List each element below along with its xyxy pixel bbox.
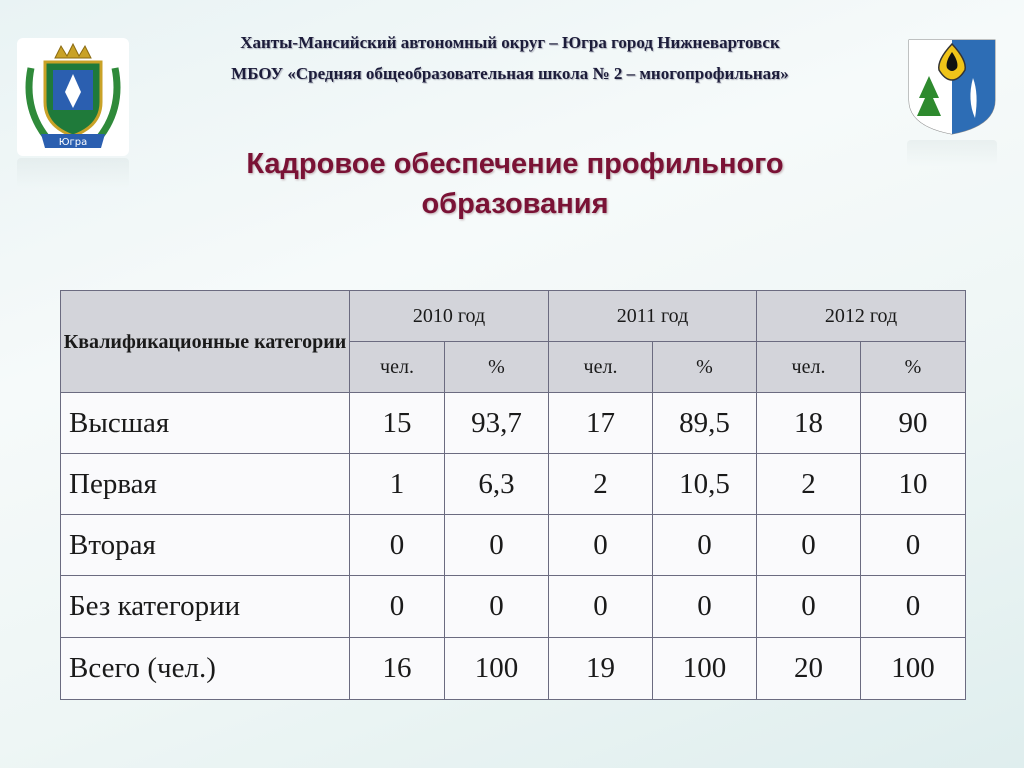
- category-column-header: Квалификационные категории: [61, 291, 350, 393]
- table-cell: 20: [757, 638, 861, 700]
- table-row: [61, 393, 966, 454]
- table-cell: 17: [549, 393, 653, 454]
- header-region-line: Ханты-Мансийский автономный округ – Югра город Нижневартовск: [240, 33, 780, 52]
- table-cell: 18: [757, 393, 861, 454]
- table-row: [61, 454, 966, 515]
- unit-header-percent: %: [445, 342, 549, 393]
- table-cell: 100: [653, 638, 757, 700]
- unit-header-percent: %: [653, 342, 757, 393]
- right-logo-reflection: [907, 140, 997, 166]
- table-cell: 0: [445, 515, 549, 576]
- table-cell: 1: [350, 454, 445, 515]
- table-cell: 2: [757, 454, 861, 515]
- slide-title-line2: образования: [421, 188, 609, 220]
- row-label: Вторая: [61, 515, 350, 576]
- table-cell: 0: [549, 515, 653, 576]
- year-header-2012: 2012 год: [757, 291, 966, 342]
- yugra-banner-text: Югра: [58, 137, 88, 148]
- year-header-2011: 2011 год: [549, 291, 757, 342]
- table-cell: 100: [861, 638, 966, 700]
- staffing-table: [60, 290, 966, 700]
- table-cell: 0: [350, 576, 445, 638]
- table-cell: 10: [861, 454, 966, 515]
- table-cell: 0: [861, 576, 966, 638]
- unit-header-people: чел.: [549, 342, 653, 393]
- table-cell: 89,5: [653, 393, 757, 454]
- table-cell: 0: [653, 515, 757, 576]
- yugra-coat-of-arms-logo: [17, 38, 129, 156]
- table-cell: 15: [350, 393, 445, 454]
- year-header-2010: 2010 год: [350, 291, 549, 342]
- table-cell: 10,5: [653, 454, 757, 515]
- table-cell: 0: [757, 576, 861, 638]
- row-label: Без категории: [61, 576, 350, 638]
- table-cell: 6,3: [445, 454, 549, 515]
- table-cell: 0: [445, 576, 549, 638]
- table-cell: 0: [861, 515, 966, 576]
- unit-header-percent: %: [861, 342, 966, 393]
- table-cell: 90: [861, 393, 966, 454]
- table-cell: 0: [757, 515, 861, 576]
- table-cell: 19: [549, 638, 653, 700]
- table-cell: 0: [653, 576, 757, 638]
- table-cell: 2: [549, 454, 653, 515]
- slide-title-line1: Кадровое обеспечение профильного: [246, 148, 784, 180]
- table-row-total: [61, 638, 966, 700]
- table-cell: 93,7: [445, 393, 549, 454]
- left-logo-reflection: [17, 158, 129, 188]
- year-header-row: [61, 291, 966, 342]
- table-row: [61, 515, 966, 576]
- unit-header-people: чел.: [757, 342, 861, 393]
- row-label: Первая: [61, 454, 350, 515]
- table-cell: 16: [350, 638, 445, 700]
- nizhnevartovsk-coat-of-arms-logo: [907, 38, 997, 136]
- row-label: Высшая: [61, 393, 350, 454]
- table-row: [61, 576, 966, 638]
- table-cell: 0: [350, 515, 445, 576]
- table-cell: 100: [445, 638, 549, 700]
- row-label: Всего (чел.): [61, 638, 350, 700]
- unit-header-people: чел.: [350, 342, 445, 393]
- table-cell: 0: [549, 576, 653, 638]
- header-school-line: МБОУ «Средняя общеобразовательная школа № 2 – многопрофильная»: [231, 64, 789, 83]
